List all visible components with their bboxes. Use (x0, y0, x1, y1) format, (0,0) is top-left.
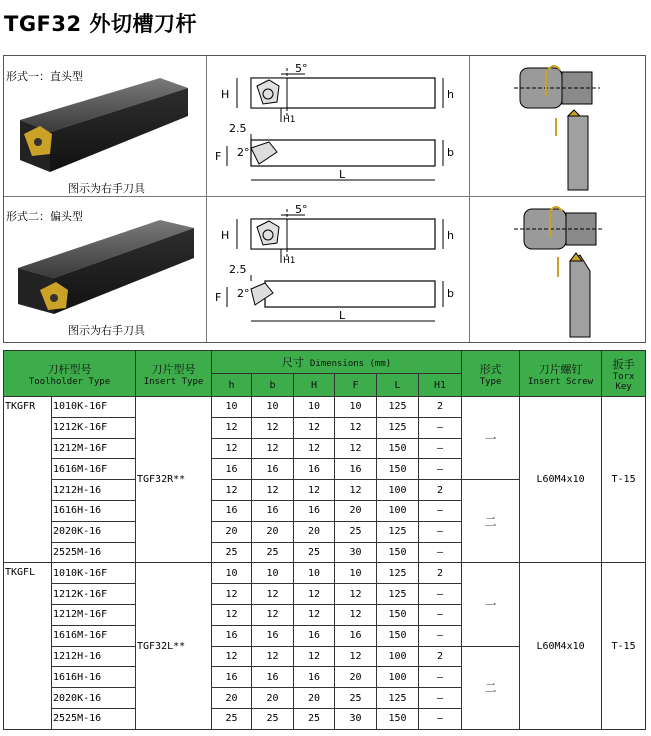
cell-H: 25 (294, 708, 335, 729)
cell-h: 12 (212, 584, 252, 605)
cell-F: 30 (335, 542, 377, 563)
cell-H: 12 (294, 584, 335, 605)
model-cell: 1616M-16F (52, 625, 136, 646)
cell-h: 12 (212, 417, 252, 438)
svg-text:5°: 5° (295, 203, 308, 216)
model-cell: 1212M-16F (52, 604, 136, 625)
type-cell: 一 (462, 397, 520, 480)
cell-h: 10 (212, 563, 252, 584)
cell-H1: 2 (419, 563, 462, 584)
cell-H1: – (419, 708, 462, 729)
cell-F: 12 (335, 604, 377, 625)
header-row-1 (4, 351, 646, 374)
insert-cell: TGF32R** (136, 397, 212, 563)
cell-H1: 2 (419, 646, 462, 667)
cell-H: 12 (294, 480, 335, 501)
cell-H: 12 (294, 438, 335, 459)
type-cell: 二 (462, 646, 520, 729)
cell-H: 10 (294, 563, 335, 584)
table-row (4, 563, 646, 584)
model-cell: 2020K-16 (52, 688, 136, 709)
cell-b: 16 (252, 625, 294, 646)
caption-form2: 图示为右手刀具 (68, 324, 145, 337)
cell-b: 12 (252, 646, 294, 667)
cell-L: 150 (377, 625, 419, 646)
type-cell: 二 (462, 480, 520, 563)
application-sketch-offset (470, 197, 645, 342)
cell-F: 12 (335, 646, 377, 667)
sub-header-L: L (377, 374, 419, 397)
model-cell: 1212K-16F (52, 584, 136, 605)
cell-b: 16 (252, 459, 294, 480)
cell-h: 12 (212, 438, 252, 459)
application-sketch-straight (470, 56, 645, 196)
dim-25-label: 2.5 (229, 122, 247, 135)
cell-h: 16 (212, 667, 252, 688)
cell-F: 25 (335, 521, 377, 542)
angle-top-label: 5° (295, 62, 308, 75)
cell-L: 125 (377, 521, 419, 542)
cell-F: 16 (335, 625, 377, 646)
cell-L: 100 (377, 480, 419, 501)
cell-h: 12 (212, 480, 252, 501)
cell-F: 12 (335, 417, 377, 438)
model-cell: 2525M-16 (52, 708, 136, 729)
dim-H-label: H (221, 88, 230, 101)
cell-F: 12 (335, 480, 377, 501)
cell-b: 20 (252, 521, 294, 542)
cell-h: 12 (212, 604, 252, 625)
cell-b: 20 (252, 688, 294, 709)
dim-L-label: L (339, 168, 346, 181)
sub-header-h: h (212, 374, 252, 397)
screw-cell: L60M4x10 (520, 397, 602, 563)
cell-L: 125 (377, 417, 419, 438)
cell-b: 12 (252, 584, 294, 605)
svg-text:H1: H1 (283, 256, 296, 266)
svg-text:b: b (447, 287, 454, 300)
svg-text:h: h (447, 229, 454, 242)
cell-H: 16 (294, 625, 335, 646)
dim-H1-label: H1 (283, 115, 296, 125)
model-cell: 1616H-16 (52, 667, 136, 688)
cell-b: 10 (252, 563, 294, 584)
cell-h: 16 (212, 459, 252, 480)
cell-L: 125 (377, 563, 419, 584)
cell-L: 125 (377, 397, 419, 418)
screw-header: 刀片螺钉 Insert Screw (520, 351, 602, 397)
form2-label: 形式二：偏头型 (6, 210, 83, 223)
cell-H: 10 (294, 397, 335, 418)
drawing-straight (207, 56, 469, 196)
dim-h-label: h (447, 88, 454, 101)
offset-holder-photo (10, 216, 200, 320)
svg-text:2.5: 2.5 (229, 263, 247, 276)
sub-header-F: F (335, 374, 377, 397)
table-row (4, 397, 646, 418)
cell-b: 12 (252, 417, 294, 438)
cell-H1: – (419, 500, 462, 521)
insert-header: 刀片型号 Insert Type (136, 351, 212, 397)
cell-h: 10 (212, 397, 252, 418)
cell-h: 20 (212, 688, 252, 709)
cell-L: 100 (377, 646, 419, 667)
cell-H: 20 (294, 688, 335, 709)
model-cell: 1212K-16F (52, 417, 136, 438)
cell-F: 20 (335, 500, 377, 521)
cell-b: 25 (252, 542, 294, 563)
cell-L: 150 (377, 604, 419, 625)
dim-F-label: F (215, 150, 222, 163)
family-cell: TKGFL (4, 563, 52, 729)
model-cell: 2525M-16 (52, 542, 136, 563)
cell-H1: – (419, 625, 462, 646)
diagram-panel (3, 55, 646, 343)
cell-h: 16 (212, 625, 252, 646)
cell-L: 100 (377, 667, 419, 688)
cell-H1: 2 (419, 397, 462, 418)
cell-F: 25 (335, 688, 377, 709)
type-cell: 一 (462, 563, 520, 646)
cell-H1: – (419, 688, 462, 709)
cell-H1: – (419, 542, 462, 563)
straight-holder-photo (10, 76, 200, 180)
cell-b: 12 (252, 604, 294, 625)
cell-b: 12 (252, 438, 294, 459)
screw-cell: L60M4x10 (520, 563, 602, 729)
cell-H: 25 (294, 542, 335, 563)
angle-side-label: 2° (237, 146, 250, 159)
cell-H1: 2 (419, 480, 462, 501)
svg-text:L: L (339, 309, 346, 322)
insert-cell: TGF32L** (136, 563, 212, 729)
cell-F: 30 (335, 708, 377, 729)
family-cell: TKGFR (4, 397, 52, 563)
caption-form1: 图示为右手刀具 (68, 182, 145, 195)
cell-H: 16 (294, 667, 335, 688)
cell-H1: – (419, 417, 462, 438)
cell-H1: – (419, 667, 462, 688)
cell-H1: – (419, 521, 462, 542)
cell-L: 125 (377, 688, 419, 709)
cell-b: 25 (252, 708, 294, 729)
cell-L: 150 (377, 542, 419, 563)
cell-H: 12 (294, 417, 335, 438)
key-header: 扳手 Torx Key (602, 351, 646, 397)
cell-b: 16 (252, 500, 294, 521)
cell-b: 16 (252, 667, 294, 688)
cell-L: 100 (377, 500, 419, 521)
cell-h: 25 (212, 708, 252, 729)
svg-text:F: F (215, 291, 222, 304)
cell-F: 20 (335, 667, 377, 688)
model-cell: 1616M-16F (52, 459, 136, 480)
cell-H: 12 (294, 646, 335, 667)
svg-text:H: H (221, 229, 230, 242)
cell-L: 150 (377, 438, 419, 459)
cell-H1: – (419, 604, 462, 625)
sub-header-b: b (252, 374, 294, 397)
cell-h: 12 (212, 646, 252, 667)
cell-H: 12 (294, 604, 335, 625)
cell-F: 12 (335, 584, 377, 605)
model-cell: 1616H-16 (52, 500, 136, 521)
model-cell: 1212H-16 (52, 480, 136, 501)
cell-L: 125 (377, 584, 419, 605)
cell-H: 16 (294, 500, 335, 521)
cell-b: 12 (252, 480, 294, 501)
model-cell: 1212H-16 (52, 646, 136, 667)
cell-L: 150 (377, 459, 419, 480)
cell-F: 10 (335, 563, 377, 584)
key-cell: T-15 (602, 563, 646, 729)
cell-F: 16 (335, 459, 377, 480)
cell-h: 16 (212, 500, 252, 521)
model-cell: 2020K-16 (52, 521, 136, 542)
cell-H: 20 (294, 521, 335, 542)
cell-L: 150 (377, 708, 419, 729)
spec-table (3, 350, 646, 730)
svg-text:2°: 2° (237, 287, 250, 300)
cell-b: 10 (252, 397, 294, 418)
sub-header-H: H (294, 374, 335, 397)
holder-header: 刀杆型号 Toolholder Type (4, 351, 136, 397)
sub-header-H1: H1 (419, 374, 462, 397)
page-title: TGF32 外切槽刀杆 (4, 12, 197, 36)
cell-H1: – (419, 459, 462, 480)
dims-header: 尺寸 Dimensions (mm) (212, 351, 462, 374)
model-cell: 1010K-16F (52, 397, 136, 418)
cell-h: 25 (212, 542, 252, 563)
dim-b-label: b (447, 146, 454, 159)
cell-H1: – (419, 584, 462, 605)
type-header: 形式 Type (462, 351, 520, 397)
cell-H1: – (419, 438, 462, 459)
cell-h: 20 (212, 521, 252, 542)
model-cell: 1212M-16F (52, 438, 136, 459)
key-cell: T-15 (602, 397, 646, 563)
model-cell: 1010K-16F (52, 563, 136, 584)
cell-F: 10 (335, 397, 377, 418)
drawing-offset (207, 197, 469, 342)
cell-F: 12 (335, 438, 377, 459)
form1-label: 形式一：直头型 (6, 70, 83, 83)
cell-H: 16 (294, 459, 335, 480)
